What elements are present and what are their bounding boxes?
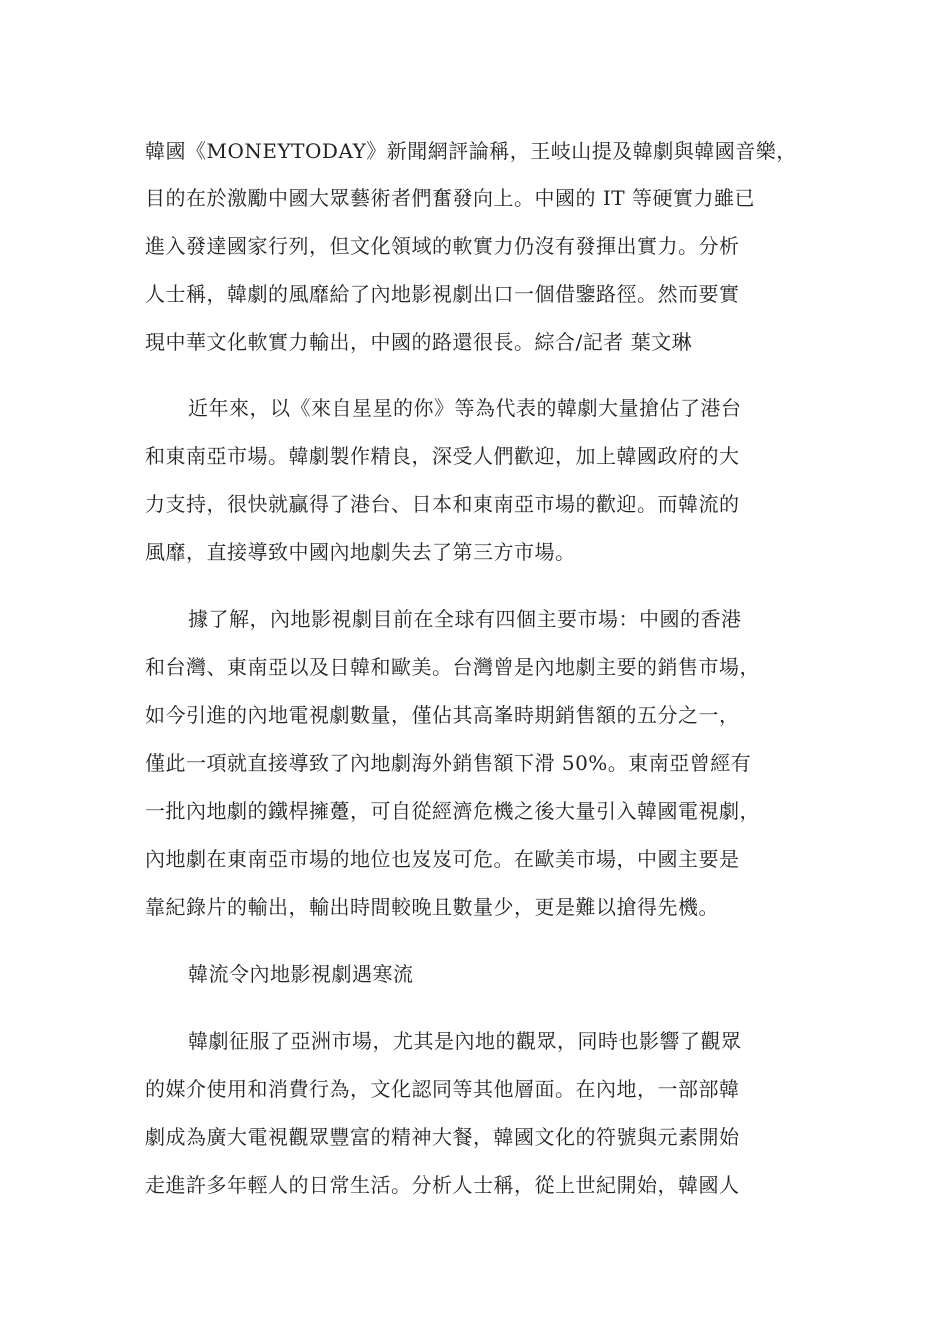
text-line: 近年來，以《來自星星的你》等為代表的韓劇大量搶佔了港台 — [188, 396, 742, 420]
text-line: 僅此一項就直接導致了內地劇海外銷售額下滑 50%。東南亞曾經有 — [145, 751, 752, 775]
text-line: 劇成為廣大電視觀眾豐富的精神大餐，韓國文化的符號與元素開始 — [145, 1125, 740, 1149]
text-line: 如今引進的內地電視劇數量，僅佔其高峯時期銷售額的五分之一， — [145, 703, 740, 727]
text-line: 靠紀錄片的輸出，輸出時間較晚且數量少，更是難以搶得先機。 — [145, 895, 719, 919]
section-heading: 韓流令內地影視劇遇寒流 — [188, 962, 414, 986]
text-line: 韓國《MONEYTODAY》新聞網評論稱，王岐山提及韓劇與韓國音樂， — [145, 139, 797, 163]
text-line: 韓劇征服了亞洲市場，尤其是內地的觀眾，同時也影響了觀眾 — [188, 1029, 742, 1053]
text-line: 力支持，很快就贏得了港台、日本和東南亞市場的歡迎。而韓流的 — [145, 492, 740, 516]
text-line: 現中華文化軟實力輸出，中國的路還很長。綜合/記者 葉文琳 — [145, 330, 693, 354]
text-line: 走進許多年輕人的日常生活。分析人士稱，從上世紀開始，韓國人 — [145, 1173, 740, 1197]
text-line: 和東南亞市場。韓劇製作精良，深受人們歡迎，加上韓國政府的大 — [145, 444, 740, 468]
text-line: 風靡，直接導致中國內地劇失去了第三方市場。 — [145, 540, 576, 564]
text-line: 人士稱，韓劇的風靡給了內地影視劇出口一個借鑒路徑。然而要實 — [145, 282, 740, 306]
text-line: 的媒介使用和消費行為，文化認同等其他層面。在內地，一部部韓 — [145, 1077, 740, 1101]
text-line: 目的在於激勵中國大眾藝術者們奮發向上。中國的 IT 等硬實力雖已 — [145, 186, 755, 210]
text-line: 內地劇在東南亞市場的地位也岌岌可危。在歐美市場，中國主要是 — [145, 847, 740, 871]
text-line: 據了解，內地影視劇目前在全球有四個主要市場：中國的香港 — [188, 607, 742, 631]
text-line: 一批內地劇的鐵桿擁躉，可自從經濟危機之後大量引入韓國電視劇， — [145, 799, 760, 823]
text-line: 進入發達國家行列，但文化領域的軟實力仍沒有發揮出實力。分析 — [145, 234, 740, 258]
text-line: 和台灣、東南亞以及日韓和歐美。台灣曾是內地劇主要的銷售市場， — [145, 655, 760, 679]
